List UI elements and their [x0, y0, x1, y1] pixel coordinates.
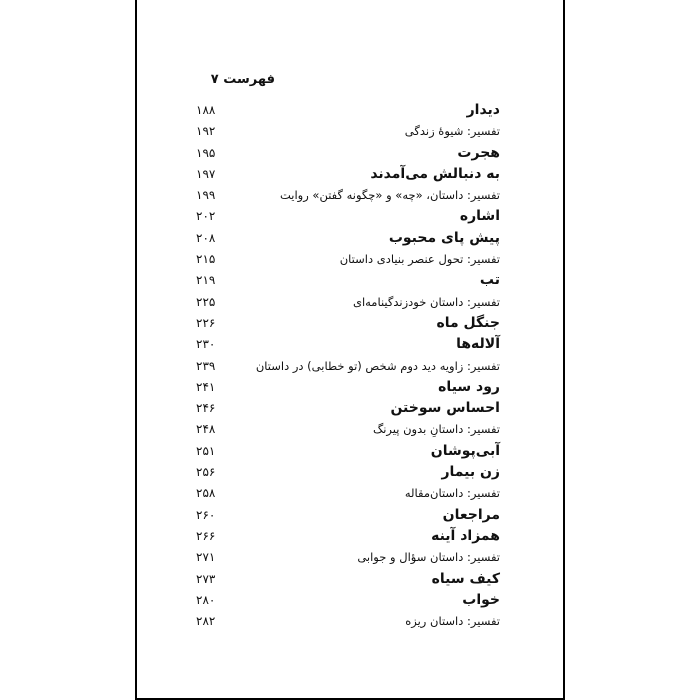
toc-entry-page: ۲۲۶ — [196, 315, 216, 330]
toc-chapter — [0, 164, 700, 185]
toc-entry-title: احساس سوختن — [390, 400, 500, 417]
toc-entry-title: تفسیر: داستان سؤال و جوابی — [357, 550, 500, 565]
toc-entry-page: ۲۵۶ — [196, 465, 216, 480]
toc-entry-page: ۲۱۵ — [196, 252, 216, 267]
toc-entry-title: تفسیر: تحول عنصر بنیادی داستان — [339, 252, 500, 267]
toc-chapter — [0, 526, 700, 547]
toc-entry-title: تفسیر: داستان ریزه — [405, 614, 500, 629]
toc-chapter — [0, 441, 700, 462]
toc-entry-page: ۲۳۹ — [196, 358, 216, 373]
toc-chapter — [0, 334, 700, 355]
toc-entry-page: ۲۴۶ — [196, 401, 216, 416]
toc-chapter — [0, 100, 700, 121]
toc-entry-page: ۲۵۱ — [196, 443, 216, 458]
toc-entry-page: ۲۲۵ — [196, 294, 216, 309]
toc-subentry — [0, 292, 700, 313]
toc-subentry — [0, 547, 700, 568]
toc-subentry — [0, 356, 700, 377]
toc-entry-title: دیدار — [466, 102, 500, 118]
toc-entry-page: ۲۸۲ — [196, 614, 216, 629]
toc-entry-page: ۲۳۰ — [196, 337, 216, 352]
toc-subentry — [0, 419, 700, 440]
toc-entry-page: ۲۷۳ — [196, 571, 216, 586]
toc-chapter — [0, 143, 700, 164]
toc-chapter — [0, 462, 700, 483]
toc-entry-title: هجرت — [457, 144, 500, 161]
toc-entry-title: آبی‌پوشان — [430, 442, 500, 459]
toc-chapter — [0, 505, 700, 526]
toc-chapter — [0, 398, 700, 419]
toc-entry-title: تفسیر: زاویه دید دوم شخص (تو خطابی) در داستان — [255, 358, 500, 373]
toc-chapter — [0, 270, 700, 291]
toc-entry-title: تفسیر: داستانِ بدون پیرنگ — [372, 422, 500, 437]
toc-entry-page: ۲۸۰ — [196, 592, 216, 607]
page-header — [0, 70, 700, 90]
toc-entry-page: ۲۴۸ — [196, 422, 216, 437]
toc-chapter — [0, 313, 700, 334]
toc-entry-page: ۲۱۹ — [196, 273, 216, 288]
toc-entry-title: همزاد آینه — [431, 527, 500, 544]
toc-entry-title: تفسیر: داستان‌مقاله — [404, 486, 500, 501]
toc-entry-page: ۱۸۸ — [196, 103, 216, 117]
page-title: فهرست ۷ — [210, 72, 275, 87]
toc-entry-page: ۱۹۲ — [196, 124, 216, 139]
toc-entry-title: تفسیر: داستان خودزندگینامه‌ای — [352, 294, 500, 309]
toc-chapter — [0, 228, 700, 249]
toc-entry-title: رود سیاه — [438, 378, 500, 395]
toc-entry-page: ۲۷۱ — [196, 550, 216, 565]
toc-entry-title: تفسیر: داستان، «چه» و «چگونه گفتن» روایت — [279, 188, 500, 203]
toc-entry-title: مراجعان — [442, 506, 500, 523]
toc-entry-page: ۱۹۷ — [196, 166, 216, 181]
table-of-contents — [0, 100, 700, 632]
toc-entry-page: ۲۰۸ — [196, 230, 216, 245]
toc-entry-title: اشاره — [459, 208, 500, 225]
toc-entry-page: ۲۰۲ — [196, 209, 216, 224]
toc-subentry — [0, 611, 700, 632]
toc-entry-title: کیف سیاه — [431, 570, 500, 587]
toc-entry-page: ۲۶۰ — [196, 507, 216, 522]
toc-chapter — [0, 377, 700, 398]
toc-subentry — [0, 249, 700, 270]
toc-entry-title: تفسیر: شیوهٔ زندگی — [404, 124, 500, 139]
toc-subentry — [0, 121, 700, 142]
toc-entry-page: ۲۴۱ — [196, 379, 216, 394]
toc-entry-page: ۱۹۵ — [196, 145, 216, 160]
toc-entry-title: پیش پای محبوب — [388, 229, 500, 246]
toc-entry-title: جنگل ماه — [436, 314, 500, 331]
toc-subentry — [0, 483, 700, 504]
toc-entry-page: ۲۶۶ — [196, 528, 216, 543]
toc-entry-title: آلاله‌ها — [456, 336, 500, 353]
toc-entry-title: به دنبالش می‌آمدند — [370, 165, 500, 182]
toc-chapter — [0, 206, 700, 227]
toc-entry-title: خواب — [462, 591, 500, 608]
toc-chapter — [0, 569, 700, 590]
toc-subentry — [0, 185, 700, 206]
toc-entry-page: ۱۹۹ — [196, 188, 216, 203]
toc-entry-title: تب — [479, 272, 500, 289]
toc-entry-page: ۲۵۸ — [196, 486, 216, 501]
toc-chapter — [0, 590, 700, 611]
toc-entry-title: زن بیمار — [441, 464, 500, 481]
